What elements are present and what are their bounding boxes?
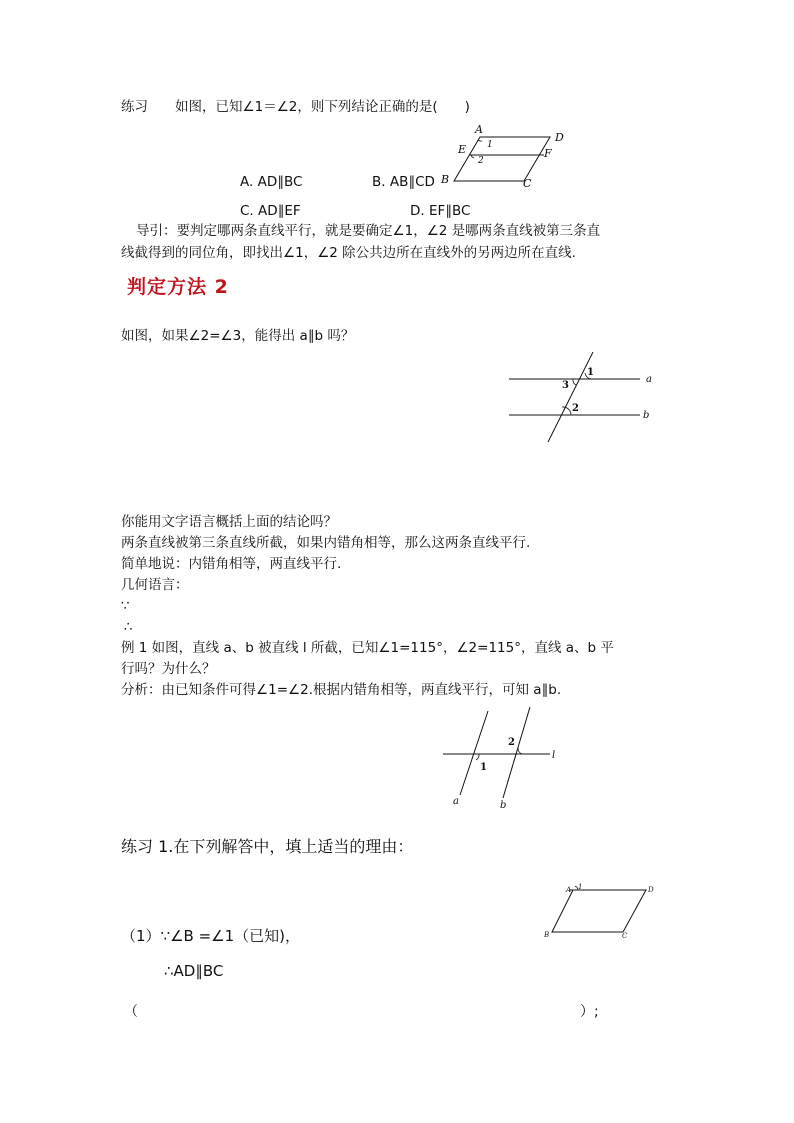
label-angle-1: 1 xyxy=(578,883,583,891)
label-D: D xyxy=(555,131,564,144)
angle-2-arc xyxy=(518,748,522,754)
example1-line1: 例 1 如图，直线 a、b 被直线 l 所截，已知∠1=115°，∠2=115°，直线 a、b 平 xyxy=(121,640,614,656)
label-B: B xyxy=(441,173,450,186)
label-F: F xyxy=(544,147,552,160)
parallelogram-figure-4 xyxy=(540,880,660,944)
line-a xyxy=(460,711,488,795)
label-angle-2: 2 xyxy=(572,403,579,414)
label-l: l xyxy=(552,750,556,761)
angle-3-arc xyxy=(573,379,576,385)
option-b: B. AB∥CD xyxy=(372,174,435,190)
option-a: A. AD∥BC xyxy=(240,174,303,190)
label-angle-2: 2 xyxy=(508,737,515,748)
label-a: a xyxy=(453,796,459,807)
example1-line2: 行吗？为什么？ xyxy=(121,661,216,677)
guide-line-2: 线截得到的同位角，即找出∠1，∠2 除公共边所在直线外的另两边所在直线. xyxy=(121,245,576,261)
guide-line-1: 导引：要判定哪两条直线平行，就是要确定∠1，∠2 是哪两条直线被第三条直 xyxy=(136,223,601,239)
geometry-language-label: 几何语言： xyxy=(121,577,189,593)
line-b xyxy=(503,707,530,798)
angle-1-arc xyxy=(478,140,482,141)
reason-open-paren: （ xyxy=(124,1004,138,1020)
parallelogram-figure-1 xyxy=(441,120,570,192)
label-C: C xyxy=(622,932,628,940)
label-angle-1: 1 xyxy=(487,140,493,150)
transversal-figure-3 xyxy=(440,705,570,815)
label-B: B xyxy=(544,931,550,939)
option-d: D. EF∥BC xyxy=(410,203,471,219)
label-angle-1: 1 xyxy=(587,367,594,378)
label-a: a xyxy=(646,374,652,385)
summary-rule: 两条直线被第三条直线所截，如果内错角相等，那么这两条直线平行. xyxy=(121,535,531,551)
example1-analysis: 分析：由已知条件可得∠1=∠2.根据内错角相等，两直线平行，可知 a∥b. xyxy=(121,682,562,698)
section-heading: 判定方法 2 xyxy=(127,276,229,298)
parallelogram-outline xyxy=(552,890,646,932)
label-D: D xyxy=(648,886,654,894)
summary-question: 你能用文字语言概括上面的结论吗？ xyxy=(121,514,337,530)
exercise1-title: 练习 1.在下列解答中，填上适当的理由： xyxy=(121,837,414,856)
parallel-lines-figure-2 xyxy=(505,350,665,446)
transversal xyxy=(548,352,593,442)
angle-1-arc xyxy=(476,754,479,760)
exercise1-step2: ∴AD∥BC xyxy=(164,962,224,980)
label-angle-1: 1 xyxy=(480,762,487,773)
because-symbol: ∵ xyxy=(121,598,130,614)
label-angle-3: 3 xyxy=(562,380,569,391)
label-A: A xyxy=(475,123,483,136)
practice-question: 练习 如图，已知∠1＝∠2，则下列结论正确的是( ) xyxy=(121,99,470,115)
label-E: E xyxy=(458,143,467,156)
therefore-symbol: ∴ xyxy=(124,619,133,635)
label-C: C xyxy=(523,177,532,190)
label-b: b xyxy=(643,410,650,421)
exercise1-step1: （1）∵∠B =∠1（已知)， xyxy=(121,927,301,945)
label-angle-2: 2 xyxy=(478,156,484,166)
reason-blank[interactable] xyxy=(140,1001,570,1023)
option-c: C. AD∥EF xyxy=(240,203,301,219)
summary-short: 简单地说：内错角相等，两直线平行. xyxy=(121,556,342,572)
parallelogram-outline xyxy=(454,137,550,181)
label-b: b xyxy=(500,800,507,811)
method2-question: 如图，如果∠2=∠3，能得出 a∥b 吗？ xyxy=(121,328,355,344)
label-A: A xyxy=(566,886,572,894)
reason-close-paren: ）; xyxy=(580,1004,599,1020)
